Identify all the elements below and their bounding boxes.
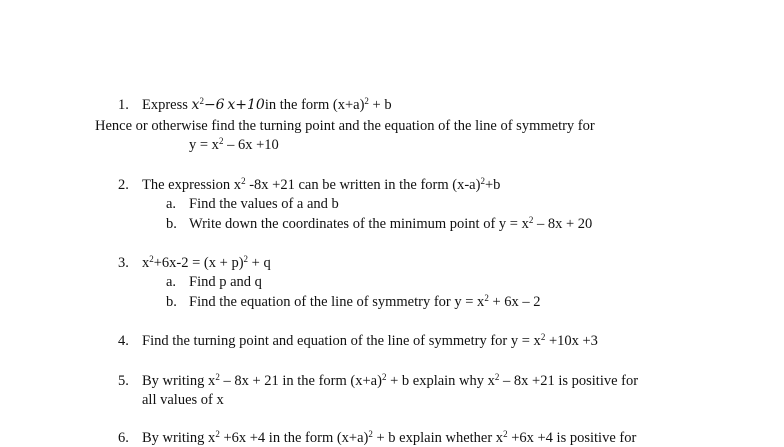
question-3-exponent-1: 2: [149, 254, 154, 264]
question-2-number: 2.: [118, 177, 129, 193]
question-5-continuation: all values of x: [142, 392, 224, 408]
question-3b-text-b: + 6x – 2: [488, 294, 541, 310]
question-3b-letter: b.: [166, 294, 177, 310]
question-3b-exponent: 2: [484, 293, 489, 303]
question-3-exponent-2: 2: [243, 254, 249, 264]
question-3a-text: Find p and q: [189, 274, 262, 290]
question-5-exponent-1: 2: [215, 372, 220, 382]
question-5-text-d: – 8x +21 is positive for: [499, 373, 639, 389]
question-1-equation: [189, 136, 279, 154]
question-2a-text: Find the values of a and b: [189, 196, 339, 212]
question-2-text-b: -8x +21 can be written in the form (x-a): [245, 177, 481, 193]
question-1-math-x: x: [191, 97, 200, 113]
question-3a-letter: a.: [166, 274, 177, 290]
question-1-number: 1.: [118, 97, 129, 113]
question-6-number: 6.: [118, 430, 129, 446]
question-6-text-d: +6x +4 is positive for: [507, 430, 637, 446]
question-1-eq-a: y = x: [189, 137, 219, 153]
question-3-text-a: x: [142, 255, 150, 271]
question-1-math-rest: −6 x+10: [203, 97, 265, 113]
question-1-text: [142, 96, 392, 114]
question-2a-letter: a.: [166, 196, 177, 212]
question-6-text-a: By writing x: [142, 430, 216, 446]
question-1-suffix-a: in the form (x+a): [264, 97, 365, 113]
question-2b-text: [189, 215, 592, 233]
question-1-prefix: Express: [142, 97, 192, 113]
question-2-exponent-1: 2: [241, 176, 246, 186]
question-4-number: 4.: [118, 333, 129, 349]
question-5-text-c: + b explain why x: [386, 373, 495, 389]
question-2-exponent-2: 2: [480, 176, 485, 186]
question-3-text-b: +6x-2 = (x + p): [153, 255, 244, 271]
question-4-text-a: Find the turning point and equation of the line of symmetry for y = x: [142, 333, 541, 349]
question-2b-text-b: – 8x + 20: [533, 216, 593, 232]
question-1-instruction: Hence or otherwise find the turning point and the equation of the line of symmetry for: [95, 118, 595, 134]
question-6-text: [142, 429, 636, 447]
question-5-text-b: – 8x + 21 in the form (x+a): [219, 373, 382, 389]
question-4-text: [142, 332, 598, 350]
question-2b-letter: b.: [166, 216, 177, 232]
question-2b-text-a: Write down the coordinates of the minimum point of y = x: [189, 216, 529, 232]
question-2-text-a: The expression x: [142, 177, 242, 193]
question-1-eq-b: – 6x +10: [223, 137, 279, 153]
question-6-text-b: +6x +4 in the form (x+a): [219, 430, 369, 446]
question-5-number: 5.: [118, 373, 129, 389]
question-5-exponent-3: 2: [494, 372, 500, 382]
question-3b-text-a: Find the equation of the line of symmetry for y = x: [189, 294, 485, 310]
question-6-exponent-1: 2: [215, 429, 220, 439]
question-5-text: [142, 372, 638, 390]
question-3-text-c: + q: [248, 255, 271, 271]
question-5-exponent-2: 2: [381, 372, 387, 382]
question-6-exponent-2: 2: [368, 429, 373, 439]
question-4-exponent: 2: [540, 332, 546, 342]
question-3-text: [142, 254, 271, 272]
question-1-suffix-exponent: 2: [364, 96, 369, 106]
question-1-suffix-b: + b: [368, 97, 392, 113]
question-1-math-exponent: 2: [199, 96, 204, 106]
question-1-eq-exponent: 2: [218, 136, 224, 146]
question-2-text: [142, 176, 500, 194]
question-2b-exponent: 2: [528, 215, 534, 225]
question-6-exponent-3: 2: [503, 429, 508, 439]
question-5-text-a: By writing x: [142, 373, 216, 389]
question-3b-text: [189, 293, 541, 311]
question-4-text-b: +10x +3: [545, 333, 598, 349]
question-6-text-c: + b explain whether x: [372, 430, 504, 446]
question-2-text-c: +b: [484, 177, 501, 193]
question-3-number: 3.: [118, 255, 129, 271]
